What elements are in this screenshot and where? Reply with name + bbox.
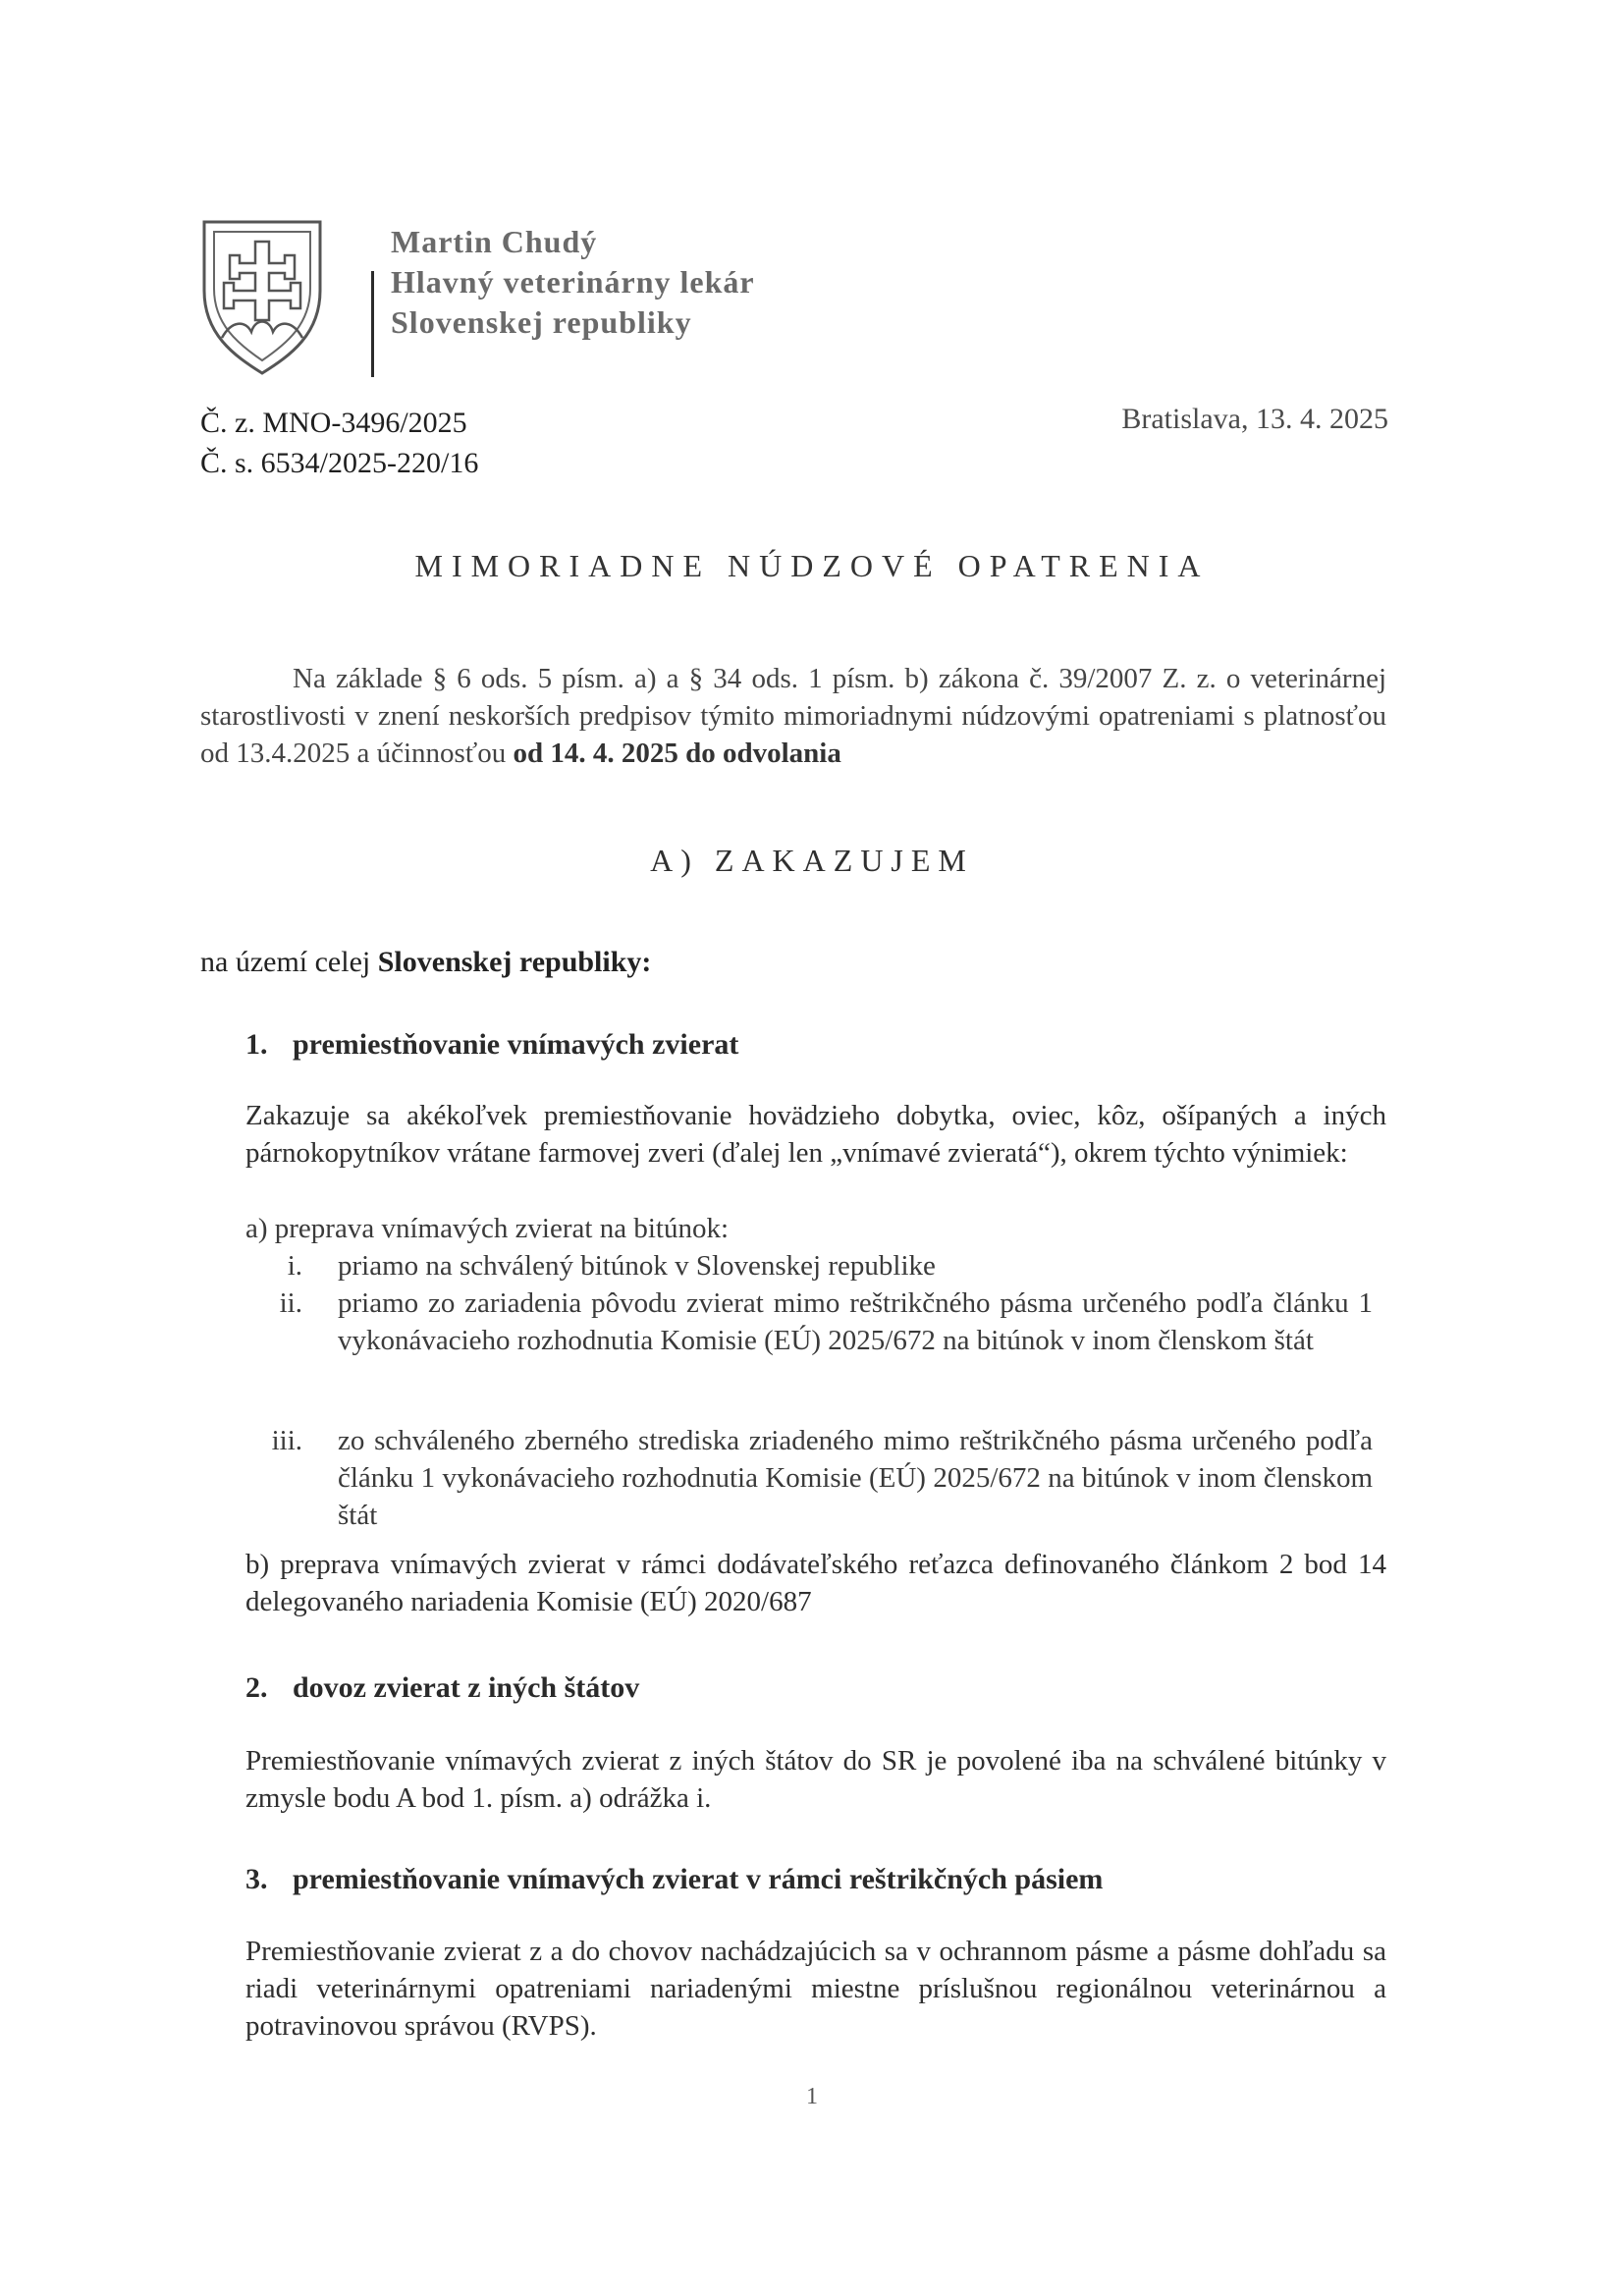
item1-roman-iii (245, 1422, 1386, 1534)
item1-heading (245, 1028, 738, 1062)
item3-title: premiestňovanie vnímavých zvierat v rámci reštrikčných pásiem (293, 1863, 1104, 1895)
roman-number: iii. (271, 1425, 302, 1456)
item1-number: 1. (245, 1028, 268, 1061)
section-a-heading: A) ZAKAZUJEM (650, 843, 974, 878)
item3-text: Premiestňovanie zvierat z a do chovov nachádzajúcich sa v ochrannom pásme a pásme dohľadu sa riadi veterinárnymi opatreniami nariadenými miestne príslušnou regionálnou veterinárnou a potravinovou správou (RVPS). (245, 1936, 1386, 2042)
roman-number: ii. (279, 1287, 302, 1319)
header-divider (371, 271, 374, 377)
item1-exception-b: b) preprava vnímavých zvierat v rámci dodávateľského reťazca definovaného článkom 2 bod 14 delegovaného nariadenia Komisie (EÚ) 2020/687 (245, 1549, 1386, 1617)
roman-text: zo schváleného zberného strediska zriadeného mimo reštrikčného pásma určeného podľa článku 1 vykonávacieho rozhodnutia Komisie (EÚ) 2025/672 na bitúnok v inom členskom štát (338, 1425, 1373, 1531)
reference-cz: Č. z. MNO-3496/2025 (200, 407, 467, 439)
roman-number: i. (287, 1250, 302, 1282)
intro-paragraph (200, 660, 1386, 772)
territory-line (200, 946, 651, 979)
item2-title: dovoz zvierat z iných štátov (293, 1671, 640, 1704)
item1-text: Zakazuje sa akékoľvek premiestňovanie hovädzieho dobytka, oviec, kôz, ošípaných a iných párnokopytníkov vrátane farmovej zveri (ďalej len „vnímavé zvieratá“), okrem týchto výnimiek: (245, 1100, 1386, 1169)
territory-prefix: na území celej (200, 946, 371, 978)
intro-validity: od 14. 4. 2025 do odvolania (513, 738, 841, 769)
issuer-country: Slovenskej republiky (391, 304, 692, 340)
item1-exception-a: a) preprava vnímavých zvierat na bitúnok: (245, 1213, 729, 1244)
roman-text: priamo na schválený bitúnok v Slovenskej republike (338, 1250, 936, 1282)
item1-roman-ii (245, 1285, 1386, 1396)
territory-country: Slovenskej republiky: (377, 946, 652, 978)
document-date: Bratislava, 13. 4. 2025 (1121, 403, 1388, 435)
reference-numbers (200, 403, 478, 483)
item2-heading (245, 1671, 639, 1705)
item3-number: 3. (245, 1863, 268, 1895)
page-number: 1 (806, 2084, 818, 2109)
item3-heading (245, 1863, 1103, 1896)
intro-text: Na základe § 6 ods. 5 písm. a) a § 34 ods. 1 písm. b) zákona č. 39/2007 Z. z. o veterinárnej starostlivosti v znení neskorších predpisov týmito mimoriadnymi núdzovými opatreniami s platnosťou od 13.4.2025 a účinnosťou (200, 663, 1386, 769)
issuer-role: Hlavný veterinárny lekár (391, 264, 755, 300)
item1-roman-i (245, 1247, 1386, 1285)
item2-number: 2. (245, 1671, 268, 1704)
slovak-coat-of-arms-icon (200, 218, 324, 377)
roman-text: priamo zo zariadenia pôvodu zvierat mimo reštrikčného pásma určeného podľa článku 1 vykonávacieho rozhodnutia Komisie (EÚ) 2025/672 na bitúnok v inom členskom štát (338, 1287, 1373, 1356)
item2-text: Premiestňovanie vnímavých zvierat z iných štátov do SR je povolené iba na schválené bitúnky v zmysle bodu A bod 1. písm. a) odrážka i. (245, 1745, 1386, 1814)
reference-cs: Č. s. 6534/2025-220/16 (200, 447, 479, 479)
issuer-block (391, 222, 755, 343)
issuer-name: Martin Chudý (391, 224, 598, 259)
document-title: MIMORIADNE NÚDZOVÉ OPATRENIA (414, 548, 1210, 583)
item1-title: premiestňovanie vnímavých zvierat (293, 1028, 739, 1061)
